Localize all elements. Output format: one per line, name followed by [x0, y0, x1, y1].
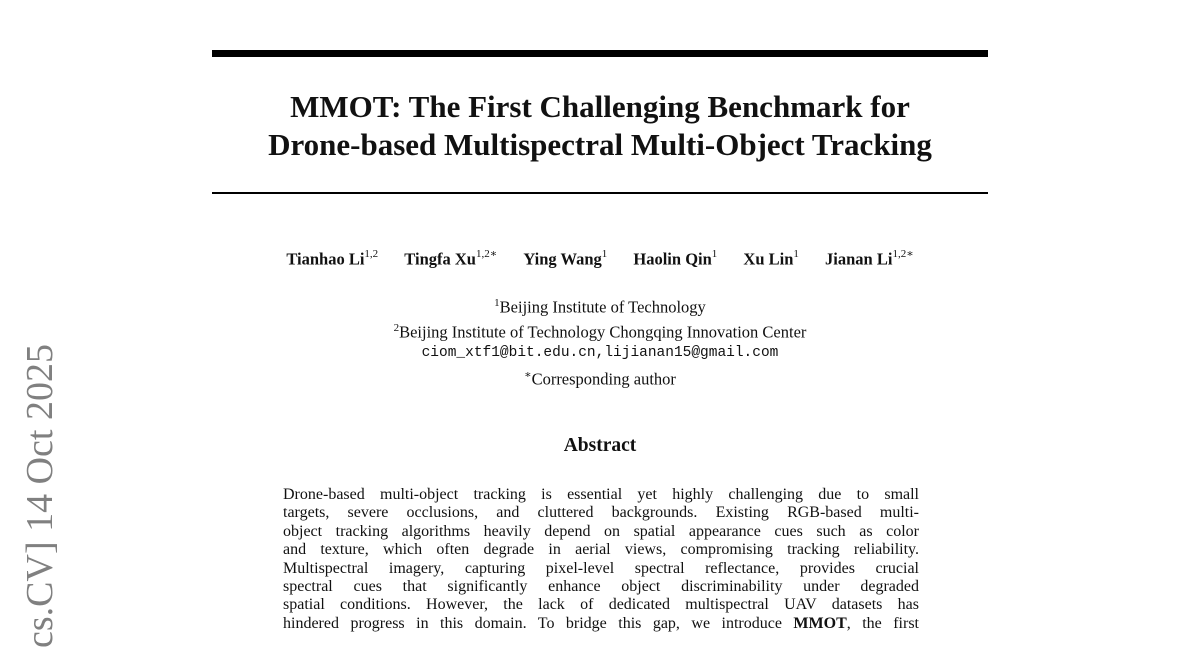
abstract-line: Drone-based multi-object tracking is essential yet highly challenging due to small	[283, 486, 919, 503]
author-name: Ying Wang	[523, 249, 602, 269]
abstract-line: spatial conditions. However, the lack of dedicated multispectral UAV datasets has	[283, 596, 919, 614]
author-emails[interactable]: ciom_xtf1@bit.edu.cn,lijianan15@gmail.com	[421, 345, 779, 361]
paper-title	[212, 88, 988, 164]
author-name: Haolin Qin	[633, 249, 712, 269]
abstract-heading: Abstract	[563, 435, 637, 456]
abstract-line: object tracking algorithms heavily depend on spatial appearance cues such as color	[283, 522, 919, 540]
title-top-rule	[212, 50, 988, 57]
author-name: Tianhao Li	[286, 249, 365, 269]
affiliation-2-text: Beijing Institute of Technology Chongqing Innovation Center	[399, 322, 807, 342]
author	[743, 249, 798, 270]
author-affil-sup: 1,2∗	[892, 248, 914, 260]
abstract-body	[283, 486, 919, 633]
title-bottom-rule	[212, 192, 988, 194]
author-affil-sup: 1	[793, 248, 799, 260]
corresponding-sup: ∗	[524, 368, 532, 381]
author	[404, 248, 497, 270]
affiliation-1	[212, 293, 988, 318]
affiliation-2-sup: 2	[393, 322, 400, 334]
abstract-line: spectral cues that significantly enhance object discriminability under degraded	[283, 578, 919, 596]
corresponding-note	[212, 365, 988, 390]
corresponding-text: Corresponding author	[531, 369, 676, 388]
affiliation-1-sup: 1	[494, 297, 500, 309]
author-affil-sup: 1,2	[364, 248, 379, 260]
author-name: Jianan Li	[825, 249, 893, 269]
title-line-1: MMOT: The First Challenging Benchmark for	[290, 89, 910, 124]
abstract-last-pre: hindered progress in this domain. To bridge this gap, we introduce	[283, 614, 794, 632]
author-name: Tingfa Xu	[404, 249, 476, 269]
affiliation-1-text: Beijing Institute of Technology	[499, 297, 706, 317]
affiliations	[212, 293, 988, 390]
author	[825, 248, 914, 270]
arxiv-side-stamp: cs.CV] 14 Oct 2025	[19, 344, 61, 648]
abstract-line: targets, severe occlusions, and cluttered backgrounds. Existing RGB-based multi-	[283, 504, 919, 522]
author-list	[150, 248, 1050, 270]
affiliation-2	[212, 318, 988, 343]
abstract-line: and texture, which often degrade in aerial views, compromising tracking reliability.	[283, 541, 919, 559]
abstract-line-last	[283, 615, 919, 633]
author	[286, 249, 378, 270]
abstract-line: Multispectral imagery, capturing pixel-level spectral reflectance, provides crucial	[283, 559, 919, 577]
author	[523, 249, 607, 270]
author	[633, 249, 717, 270]
author-affil-sup: 1,2∗	[475, 248, 498, 260]
author-affil-sup: 1	[711, 248, 718, 260]
dataset-name: MMOT	[793, 614, 847, 632]
author-affil-sup: 1	[601, 248, 608, 260]
abstract-last-post: , the first	[846, 614, 920, 632]
title-line-2: Drone-based Multispectral Multi-Object Tracking	[268, 127, 932, 162]
author-name: Xu Lin	[743, 249, 794, 269]
